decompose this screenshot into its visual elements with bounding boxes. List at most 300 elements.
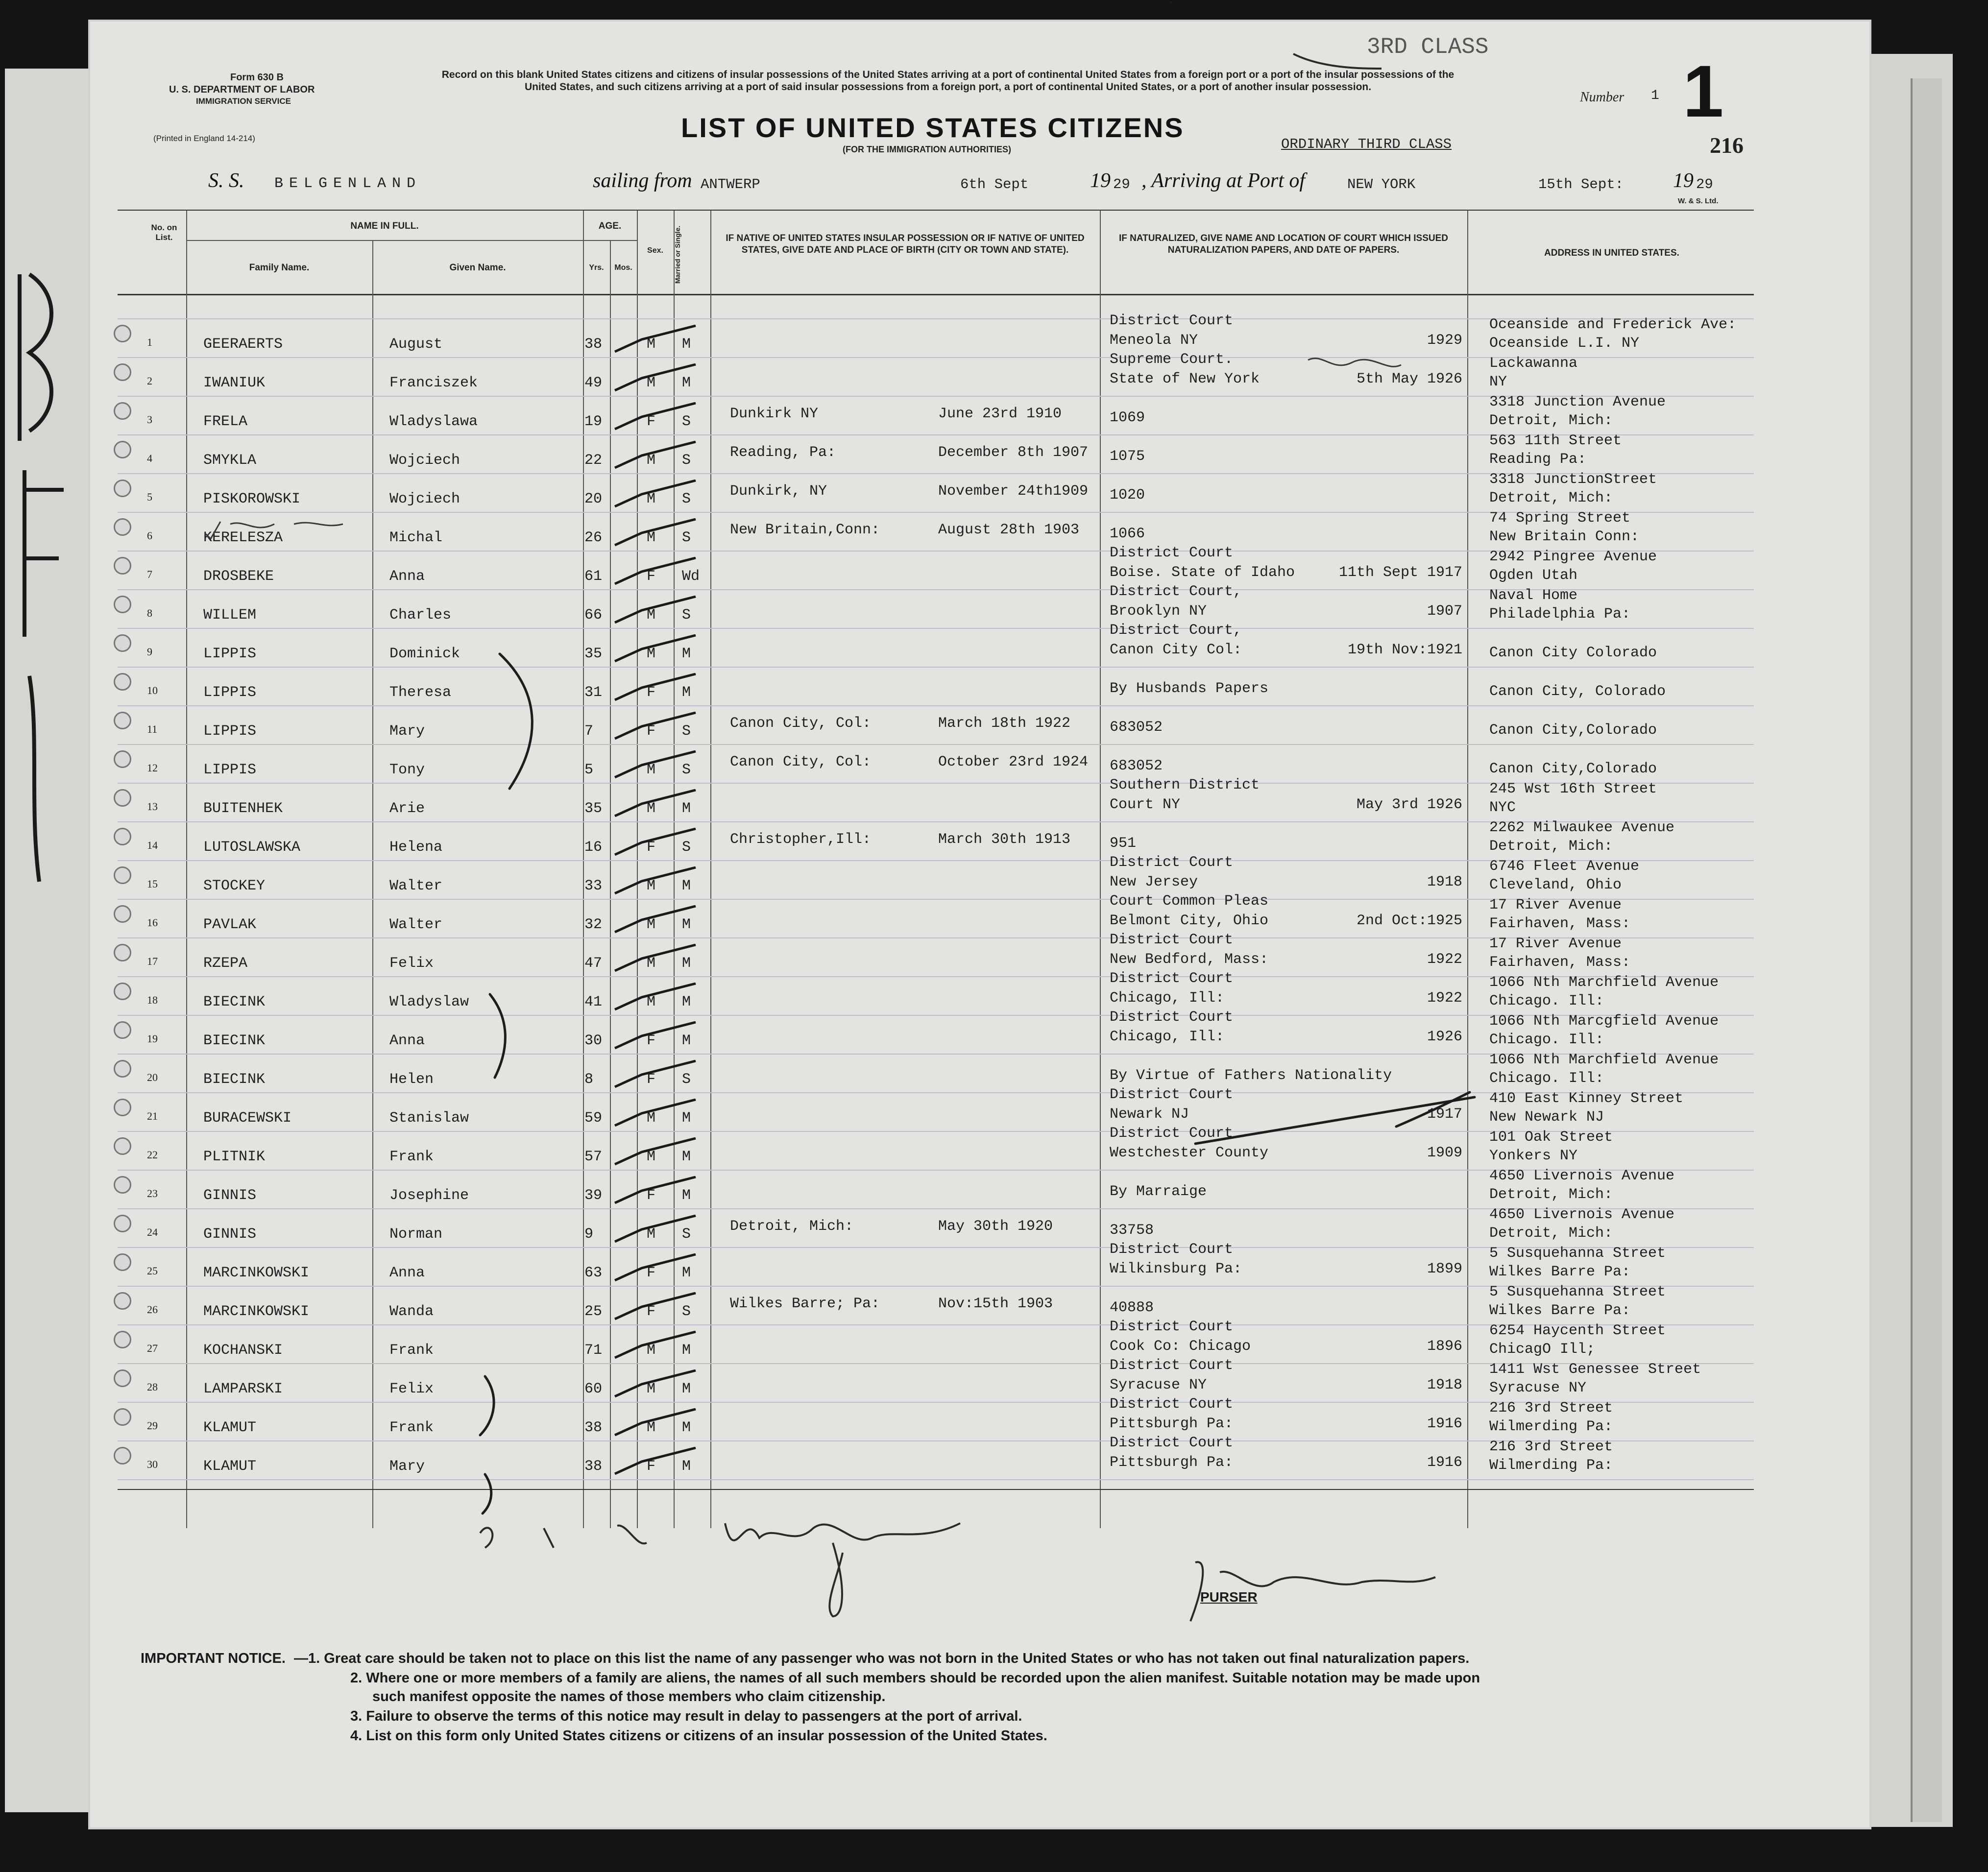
- birth-place: Canon City, Col:: [730, 715, 872, 732]
- address-line-2: Reading Pa:: [1489, 451, 1587, 468]
- address-line-1: 1066 Nth Marchfield Avenue: [1489, 974, 1719, 991]
- given-name: Wladyslaw: [389, 994, 469, 1010]
- handwritten-note: [206, 522, 343, 539]
- address-line-2: Chicago. Ill:: [1489, 993, 1604, 1009]
- sailing-year-prefix: 19: [1090, 169, 1111, 192]
- address-line-2: Philadelphia Pa:: [1489, 606, 1631, 623]
- naturalization-location: 1075: [1110, 448, 1145, 465]
- ss-label: S. S.: [208, 169, 244, 192]
- row-number: 16: [147, 916, 158, 929]
- bracket-mark: [490, 994, 505, 1078]
- naturalization-location: Newark NJ: [1110, 1106, 1189, 1123]
- sex: M: [647, 491, 656, 507]
- naturalization-date: 1899: [1427, 1261, 1462, 1277]
- address-line-2: Canon City,Colorado: [1489, 722, 1657, 739]
- naturalization-location: Canon City Col:: [1110, 642, 1242, 658]
- marital-status: M: [682, 955, 691, 972]
- sex: M: [647, 955, 656, 972]
- birth-date: December 8th 1907: [938, 444, 1089, 461]
- given-name: Wojciech: [389, 452, 461, 469]
- address-line-1: 4650 Livernois Avenue: [1489, 1168, 1675, 1184]
- naturalization-location: Boise. State of Idaho: [1110, 564, 1295, 581]
- address-line-1: 3318 Junction Avenue: [1489, 394, 1666, 410]
- naturalization-location: 951: [1110, 835, 1137, 852]
- arriving-date: 15th Sept:: [1538, 176, 1624, 192]
- age-years: 61: [584, 568, 603, 585]
- address-line-2: Wilmerding Pa:: [1489, 1457, 1613, 1474]
- address-line-2: Ogden Utah: [1489, 567, 1578, 584]
- bracket-mark: [500, 654, 532, 789]
- address-line-2: Canon City,Colorado: [1489, 761, 1657, 777]
- age-years: 59: [584, 1110, 603, 1127]
- naturalization-location: 1069: [1110, 409, 1145, 426]
- sex: M: [647, 878, 656, 894]
- family-name: MARCINKOWSKI: [203, 1265, 310, 1281]
- address-line-1: 6746 Fleet Avenue: [1489, 858, 1640, 875]
- naturalization-court: District Court: [1110, 312, 1234, 329]
- class-line: ORDINARY THIRD CLASS: [1281, 136, 1452, 152]
- marital-status: M: [682, 878, 691, 894]
- age-years: 63: [584, 1265, 603, 1281]
- age-years: 16: [584, 839, 603, 856]
- row-number: 30: [147, 1458, 158, 1470]
- sex: M: [647, 375, 656, 391]
- address-line-2: Fairhaven, Mass:: [1489, 915, 1631, 932]
- age-years: 38: [584, 336, 603, 353]
- family-name: KERELESZA: [203, 529, 283, 546]
- age-years: 41: [584, 994, 603, 1010]
- address-line-2: Fairhaven, Mass:: [1489, 954, 1631, 971]
- sex: F: [647, 684, 656, 701]
- marital-status: M: [682, 1032, 691, 1049]
- birth-place: Christopher,Ill:: [730, 831, 872, 848]
- family-name: WILLEM: [203, 607, 257, 624]
- naturalization-location: By Husbands Papers: [1110, 680, 1269, 697]
- row-number: 2: [147, 375, 152, 387]
- naturalization-date: 1922: [1427, 951, 1462, 968]
- given-name: Mary: [389, 1458, 425, 1475]
- naturalization-location: Pittsburgh Pa:: [1110, 1416, 1234, 1432]
- marital-status: S: [682, 452, 691, 469]
- row-number: 6: [147, 529, 152, 542]
- sex: M: [647, 452, 656, 469]
- naturalization-date: 1916: [1427, 1416, 1462, 1432]
- naturalization-court: District Court: [1110, 1435, 1234, 1451]
- sex: M: [647, 646, 656, 662]
- sex: F: [647, 1458, 656, 1475]
- given-name: Wanda: [389, 1303, 434, 1320]
- given-name: Helen: [389, 1071, 434, 1088]
- naturalization-location: Chicago, Ill:: [1110, 1029, 1225, 1045]
- sex: M: [647, 529, 656, 546]
- birth-date: May 30th 1920: [938, 1218, 1053, 1235]
- sex: M: [647, 1110, 656, 1127]
- col-header-no: No. on List.: [151, 223, 177, 242]
- naturalization-location: Wilkinsburg Pa:: [1110, 1261, 1242, 1277]
- printed-note: (Printed in England 14-214): [153, 134, 255, 143]
- naturalization-date: 11th Sept 1917: [1338, 564, 1462, 581]
- row-number: 27: [147, 1342, 158, 1354]
- given-name: Stanislaw: [389, 1110, 469, 1127]
- age-years: 26: [584, 529, 603, 546]
- address-line-1: Oceanside and Frederick Ave:: [1489, 316, 1737, 333]
- col-header-name: NAME IN FULL.: [350, 221, 419, 231]
- col-header-yrs: Yrs.: [589, 264, 604, 272]
- address-line-1: 101 Oak Street: [1489, 1129, 1613, 1146]
- number-value: 1: [1651, 88, 1659, 103]
- address-line-1: 245 Wst 16th Street: [1489, 781, 1657, 797]
- birth-date: October 23rd 1924: [938, 754, 1089, 770]
- age-years: 30: [584, 1032, 603, 1049]
- marital-status: S: [682, 762, 691, 778]
- given-name: Theresa: [389, 684, 452, 701]
- family-name: PISKOROWSKI: [203, 491, 301, 507]
- naturalization-location: Brooklyn NY: [1110, 603, 1207, 620]
- naturalization-date: May 3rd 1926: [1356, 796, 1462, 813]
- address-line-2: Wilkes Barre Pa:: [1489, 1302, 1631, 1319]
- given-name: Wojciech: [389, 491, 461, 507]
- family-name: DROSBEKE: [203, 568, 274, 585]
- address-line-1: Naval Home: [1489, 587, 1578, 604]
- col-header-address: ADDRESS IN UNITED STATES.: [1544, 248, 1679, 258]
- age-years: 5: [584, 762, 594, 778]
- naturalization-location: 1066: [1110, 526, 1145, 542]
- naturalization-location: Court NY: [1110, 796, 1181, 813]
- row-number: 21: [147, 1110, 158, 1122]
- notice-item-2-cont: such manifest opposite the names of those members who claim citizenship.: [372, 1689, 886, 1704]
- sex: M: [647, 1342, 656, 1359]
- given-name: Anna: [389, 1032, 425, 1049]
- age-years: 71: [584, 1342, 603, 1359]
- age-years: 8: [584, 1071, 594, 1088]
- family-name: MARCINKOWSKI: [203, 1303, 310, 1320]
- service-line: IMMIGRATION SERVICE: [196, 96, 291, 106]
- address-line-2: Chicago. Ill:: [1489, 1032, 1604, 1048]
- row-number: 1: [147, 336, 152, 348]
- naturalization-date: 5th May 1926: [1356, 371, 1462, 387]
- address-line-2: Detroit, Mich:: [1489, 490, 1613, 506]
- handwritten-buffalo: [1308, 359, 1401, 367]
- naturalization-date: 1926: [1427, 1029, 1462, 1045]
- family-name: KLAMUT: [203, 1419, 257, 1436]
- notice-item-1: —1. Great care should be taken not to place on this list the name of any passenger who was not born in the United States or who has not taken out final naturalization papers.: [294, 1651, 1470, 1666]
- given-name: Frank: [389, 1342, 434, 1359]
- birth-place: Wilkes Barre; Pa:: [730, 1296, 880, 1312]
- marital-status: M: [682, 1342, 691, 1359]
- given-name: Dominick: [389, 646, 461, 662]
- age-years: 49: [584, 375, 603, 391]
- address-line-1: 4650 Livernois Avenue: [1489, 1206, 1675, 1223]
- sex: M: [647, 800, 656, 817]
- age-years: 20: [584, 491, 603, 507]
- marital-status: M: [682, 375, 691, 391]
- address-line-2: Detroit, Mich:: [1489, 1225, 1613, 1242]
- address-line-2: New Newark NJ: [1489, 1109, 1604, 1126]
- age-years: 38: [584, 1458, 603, 1475]
- address-line-1: 17 River Avenue: [1489, 936, 1622, 952]
- naturalization-court: Supreme Court.: [1110, 351, 1234, 368]
- marital-status: M: [682, 994, 691, 1010]
- address-line-2: NY: [1489, 374, 1507, 390]
- row-number: 18: [147, 994, 158, 1006]
- naturalization-court: District Court,: [1110, 622, 1242, 639]
- notice-heading: IMPORTANT NOTICE.: [141, 1651, 286, 1666]
- naturalization-location: By Virtue of Fathers Nationality: [1110, 1067, 1392, 1084]
- naturalization-location: Meneola NY: [1110, 332, 1198, 349]
- given-name: Anna: [389, 1265, 425, 1281]
- address-line-2: ChicagO Ill;: [1489, 1341, 1596, 1358]
- marital-status: S: [682, 1226, 691, 1243]
- col-header-mos: Mos.: [614, 264, 632, 272]
- row-number: 14: [147, 839, 158, 851]
- address-line-2: Detroit, Mich:: [1489, 838, 1613, 855]
- marital-status: M: [682, 1458, 691, 1475]
- naturalization-date: 1922: [1427, 990, 1462, 1007]
- birth-place: Canon City, Col:: [730, 754, 872, 770]
- marital-status: M: [682, 1149, 691, 1165]
- sex: F: [647, 1187, 656, 1204]
- intro-text: Record on this blank United States citizens and citizens of insular possessions of the United States arriving at a port of continental United States from a foreign port or a port of the insular possessions of the United States, and such citizens arriving at a port of said insular possessions from a foreign port, a port of continental United States, or a port of another insular possession.: [441, 69, 1455, 93]
- age-years: 31: [584, 684, 603, 701]
- page-title: LIST OF UNITED STATES CITIZENS: [681, 112, 1185, 143]
- arriving-year: 29: [1696, 176, 1713, 192]
- number-label: Number: [1580, 90, 1624, 105]
- family-name: KLAMUT: [203, 1458, 257, 1475]
- marital-status: M: [682, 646, 691, 662]
- naturalization-date: 1918: [1427, 874, 1462, 890]
- row-number: 12: [147, 762, 158, 774]
- naturalization-court: District Court: [1110, 1086, 1234, 1103]
- row-number: 20: [147, 1071, 158, 1083]
- family-name: IWANIUK: [203, 375, 266, 391]
- address-line-2: Wilkes Barre Pa:: [1489, 1264, 1631, 1280]
- family-name: LUTOSLAWSKA: [203, 839, 301, 856]
- age-years: 33: [584, 878, 603, 894]
- naturalization-date: 1917: [1427, 1106, 1462, 1123]
- row-number: 19: [147, 1032, 158, 1045]
- family-name: GINNIS: [203, 1226, 257, 1243]
- col-header-age: AGE.: [598, 221, 622, 231]
- naturalization-location: 40888: [1110, 1299, 1154, 1316]
- marital-status: S: [682, 413, 691, 430]
- row-number: 22: [147, 1149, 158, 1161]
- naturalization-court: District Court: [1110, 854, 1234, 871]
- given-name: Josephine: [389, 1187, 469, 1204]
- given-name: Norman: [389, 1226, 443, 1243]
- address-line-1: 5 Susquehanna Street: [1489, 1245, 1666, 1262]
- address-line-2: Cleveland, Ohio: [1489, 877, 1622, 893]
- address-line-1: 2262 Milwaukee Avenue: [1489, 819, 1675, 836]
- birth-date: November 24th1909: [938, 483, 1089, 500]
- given-name: Michal: [389, 529, 443, 546]
- notice-item-3: 3. Failure to observe the terms of this notice may result in delay to passengers at the port of arrival.: [350, 1708, 1022, 1724]
- family-name: KOCHANSKI: [203, 1342, 283, 1359]
- row-number: 24: [147, 1226, 158, 1238]
- age-years: 25: [584, 1303, 603, 1320]
- bracket-mark: [480, 1376, 494, 1435]
- sex: F: [647, 568, 656, 585]
- age-years: 47: [584, 955, 603, 972]
- row-number: 29: [147, 1419, 158, 1432]
- family-name: PLITNIK: [203, 1149, 266, 1165]
- address-line-2: Canon City, Colorado: [1489, 683, 1666, 700]
- address-line-1: 1066 Nth Marchfield Avenue: [1489, 1052, 1719, 1068]
- marital-status: M: [682, 1419, 691, 1436]
- naturalization-date: 1907: [1427, 603, 1462, 620]
- naturalization-date: 1929: [1427, 332, 1462, 349]
- address-line-2: Yonkers NY: [1489, 1148, 1578, 1164]
- col-header-sex: Sex.: [647, 246, 663, 255]
- sex: F: [647, 1071, 656, 1088]
- given-name: Arie: [389, 800, 425, 817]
- address-line-2: NYC: [1489, 799, 1516, 816]
- birth-place: Dunkirk NY: [730, 406, 819, 422]
- address-line-1: Lackawanna: [1489, 355, 1578, 372]
- class-stamp: 3RD CLASS: [1367, 34, 1489, 60]
- sex: M: [647, 607, 656, 624]
- family-name: SMYKLA: [203, 452, 257, 469]
- family-name: BUITENHEK: [203, 800, 283, 817]
- marital-status: S: [682, 1071, 691, 1088]
- sailing-port: ANTWERP: [701, 176, 760, 192]
- address-line-2: Oceanside L.I. NY: [1489, 335, 1640, 352]
- department-line: U. S. DEPARTMENT OF LABOR: [169, 84, 315, 95]
- marital-status: Wd: [682, 568, 700, 585]
- given-name: Walter: [389, 916, 443, 933]
- marital-status: M: [682, 336, 691, 353]
- naturalization-location: State of New York: [1110, 371, 1260, 387]
- address-line-1: 2942 Pingree Avenue: [1489, 549, 1657, 565]
- naturalization-court: District Court: [1110, 1009, 1234, 1026]
- naturalization-location: Westchester County: [1110, 1145, 1269, 1161]
- printer-mark: W. & S. Ltd.: [1678, 197, 1719, 205]
- family-name: BIECINK: [203, 994, 266, 1010]
- address-line-1: 216 3rd Street: [1489, 1439, 1613, 1455]
- marital-status: M: [682, 1187, 691, 1204]
- given-name: Mary: [389, 723, 425, 740]
- row-number: 13: [147, 800, 158, 813]
- birth-date: June 23rd 1910: [938, 406, 1062, 422]
- family-name: PAVLAK: [203, 916, 257, 933]
- address-line-1: 216 3rd Street: [1489, 1400, 1613, 1416]
- birth-place: Reading, Pa:: [730, 444, 836, 461]
- row-number: 11: [147, 723, 158, 735]
- naturalization-location: Pittsburgh Pa:: [1110, 1454, 1234, 1471]
- naturalization-location: New Bedford, Mass:: [1110, 951, 1269, 968]
- family-name: STOCKEY: [203, 878, 266, 894]
- age-years: 9: [584, 1226, 594, 1243]
- inspector-handwriting: [480, 1523, 960, 1548]
- naturalization-court: District Court: [1110, 1319, 1234, 1335]
- marital-status: M: [682, 1265, 691, 1281]
- address-line-1: 3318 JunctionStreet: [1489, 471, 1657, 488]
- given-name: Felix: [389, 1381, 434, 1397]
- row-number: 5: [147, 491, 152, 503]
- naturalization-date: 19th Nov:1921: [1347, 642, 1462, 658]
- sex: M: [647, 994, 656, 1010]
- arriving-port: NEW YORK: [1347, 176, 1416, 192]
- birth-place: New Britain,Conn:: [730, 522, 880, 538]
- page-subtitle: (FOR THE IMMIGRATION AUTHORITIES): [843, 144, 1011, 154]
- given-name: August: [389, 336, 443, 353]
- address-line-2: Canon City Colorado: [1489, 645, 1657, 661]
- naturalization-location: Syracuse NY: [1110, 1377, 1207, 1393]
- age-years: 66: [584, 607, 603, 624]
- address-line-2: New Britain Conn:: [1489, 528, 1640, 545]
- address-line-1: 6254 Haycenth Street: [1489, 1322, 1666, 1339]
- col-header-given: Given Name.: [449, 263, 506, 273]
- birth-date: March 18th 1922: [938, 715, 1071, 732]
- address-line-2: Syracuse NY: [1489, 1380, 1587, 1396]
- naturalization-location: New Jersey: [1110, 874, 1198, 890]
- birth-date: March 30th 1913: [938, 831, 1071, 848]
- family-name: GINNIS: [203, 1187, 257, 1204]
- naturalization-date: 1909: [1427, 1145, 1462, 1161]
- col-header-naturalized: IF NATURALIZED, GIVE NAME AND LOCATION OF COURT WHICH ISSUED NATURALIZATION PAPERS, AND DATE OF PAPERS.: [1118, 233, 1448, 255]
- naturalization-court: District Court: [1110, 932, 1234, 948]
- given-name: Wladyslawa: [389, 413, 478, 430]
- naturalization-location: 1020: [1110, 487, 1145, 504]
- family-name: BIECINK: [203, 1071, 266, 1088]
- family-name: LIPPIS: [203, 684, 257, 701]
- sex: F: [647, 723, 656, 740]
- given-name: Frank: [389, 1419, 434, 1436]
- sex: F: [647, 839, 656, 856]
- row-number: 8: [147, 607, 152, 619]
- naturalization-court: District Court: [1110, 1357, 1234, 1374]
- birth-date: August 28th 1903: [938, 522, 1080, 538]
- naturalization-court: Southern District: [1110, 777, 1260, 793]
- sex: M: [647, 916, 656, 933]
- family-name: LIPPIS: [203, 762, 257, 778]
- col-header-birth: IF NATIVE OF UNITED STATES INSULAR POSSESSION OR IF NATIVE OF UNITED STATES, GIVE DATE AND PLACE OF BIRTH (CITY OR TOWN AND STATE).: [726, 233, 1085, 255]
- row-number: 4: [147, 452, 152, 464]
- age-years: 57: [584, 1149, 603, 1165]
- marital-status: S: [682, 607, 691, 624]
- family-name: BURACEWSKI: [203, 1110, 292, 1127]
- sex: F: [647, 413, 656, 430]
- sex: M: [647, 762, 656, 778]
- big-page-number: 1: [1683, 50, 1724, 132]
- address-line-1: 1066 Nth Marcgfield Avenue: [1489, 1013, 1719, 1030]
- birth-place: Dunkirk, NY: [730, 483, 827, 500]
- given-name: Felix: [389, 955, 434, 972]
- arriving-label: , Arriving at Port of: [1141, 169, 1306, 192]
- sailing-from-label: sailing from: [593, 169, 692, 192]
- address-line-1: 17 River Avenue: [1489, 897, 1622, 913]
- birth-place: Detroit, Mich:: [730, 1218, 854, 1235]
- naturalization-date: 1916: [1427, 1454, 1462, 1471]
- page-number: 216: [1710, 133, 1744, 158]
- naturalization-court: District Court: [1110, 1396, 1234, 1413]
- age-years: 60: [584, 1381, 603, 1397]
- given-name: Tony: [389, 762, 425, 778]
- naturalization-court: District Court,: [1110, 583, 1242, 600]
- naturalization-location: Belmont City, Ohio: [1110, 912, 1269, 929]
- side-handwriting: [20, 274, 51, 441]
- address-line-1: 1411 Wst Genessee Street: [1489, 1361, 1701, 1378]
- address-line-1: 410 East Kinney Street: [1489, 1090, 1684, 1107]
- address-line-2: Chicago. Ill:: [1489, 1070, 1604, 1087]
- age-years: 32: [584, 916, 603, 933]
- sex: M: [647, 336, 656, 353]
- naturalization-location: 33758: [1110, 1222, 1154, 1239]
- age-years: 39: [584, 1187, 603, 1204]
- sex: M: [647, 1381, 656, 1397]
- given-name: Anna: [389, 568, 425, 585]
- age-years: 22: [584, 452, 603, 469]
- age-years: 35: [584, 800, 603, 817]
